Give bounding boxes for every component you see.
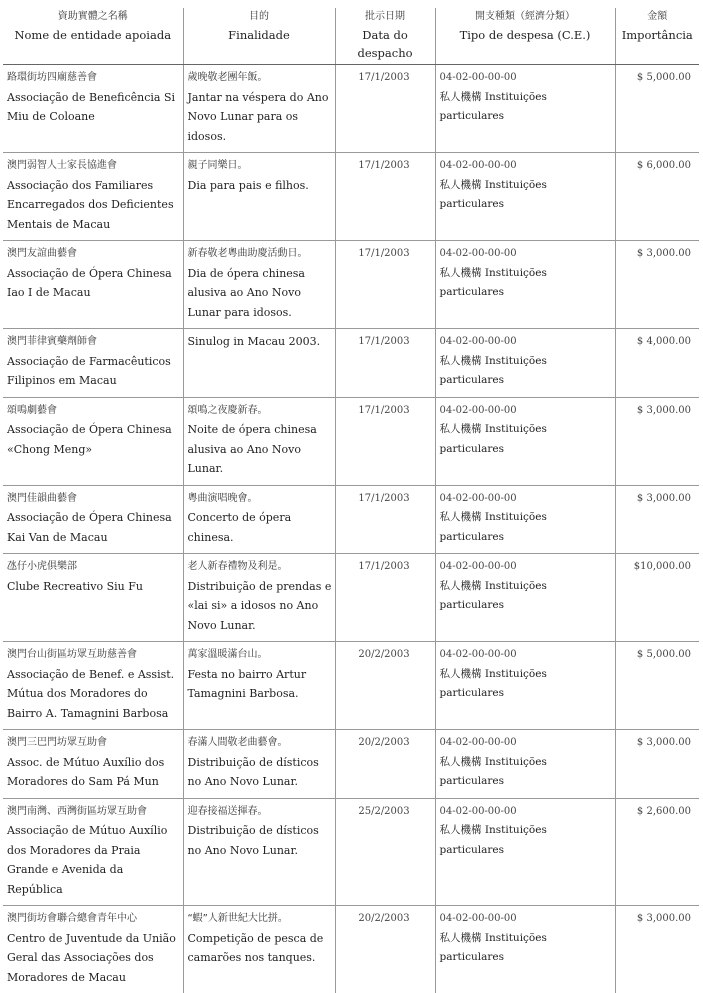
- purpose-cell: [183, 642, 335, 730]
- expense-category: 私人機構 Instituições particulares: [440, 577, 613, 616]
- entity-zh: 澳門菲律賓藥劑師會: [7, 332, 181, 352]
- expense-cell: [435, 153, 615, 241]
- purpose-cell: [183, 730, 335, 799]
- entity-pt: Assoc. de Mútuo Auxílio dos Moradores do Sam Pá Mun: [7, 753, 181, 792]
- header-purpose: [183, 8, 335, 65]
- purpose-pt: Dia de ópera chinesa alusiva ao Ano Novo Lunar para idosos.: [188, 264, 333, 323]
- header-amount-pt: Importância: [618, 26, 698, 44]
- entity-pt: Centro de Juventude da União Geral das Associações dos Moradores de Macau: [7, 929, 181, 988]
- table-row: [3, 65, 699, 153]
- purpose-pt: Sinulog in Macau 2003.: [188, 332, 333, 352]
- purpose-zh: 萬家溫暖滿台山。: [188, 645, 333, 665]
- purpose-cell: [183, 906, 335, 993]
- amount-cell: $ 4,000.00: [615, 329, 699, 398]
- purpose-zh: 春滿人間敬老曲藝會。: [188, 733, 333, 753]
- purpose-cell: [183, 153, 335, 241]
- purpose-pt: Dia para pais e filhos.: [188, 176, 333, 196]
- expense-code: 04-02-00-00-00: [440, 733, 613, 753]
- purpose-cell: [183, 241, 335, 329]
- expense-code: 04-02-00-00-00: [440, 909, 613, 929]
- entity-cell: [3, 241, 183, 329]
- purpose-pt: Noite de ópera chinesa alusiva ao Ano Novo Lunar.: [188, 420, 333, 479]
- expense-code: 04-02-00-00-00: [440, 244, 613, 264]
- purpose-zh: 歲晚敬老團年飯。: [188, 68, 333, 88]
- purpose-cell: [183, 329, 335, 398]
- header-date: [335, 8, 435, 65]
- header-entity-pt: Nome de entidade apoiada: [5, 26, 181, 44]
- entity-pt: Associação de Mútuo Auxílio dos Moradores da Praia Grande e Avenida da República: [7, 821, 181, 899]
- date-cell: 17/1/2003: [335, 153, 435, 241]
- expense-category: 私人機構 Instituições particulares: [440, 420, 613, 459]
- date-cell: 20/2/2003: [335, 642, 435, 730]
- date-cell: 17/1/2003: [335, 65, 435, 153]
- amount-cell: $ 2,600.00: [615, 798, 699, 906]
- entity-zh: 澳門三巴門坊眾互助會: [7, 733, 181, 753]
- date-cell: 17/1/2003: [335, 397, 435, 485]
- expense-category: 私人機構 Instituições particulares: [440, 929, 613, 968]
- header-expense-zh: 開支種類（經濟分類）: [438, 8, 613, 26]
- amount-cell: $ 3,000.00: [615, 730, 699, 799]
- purpose-zh: 老人新春禮物及利是。: [188, 557, 333, 577]
- expense-category: 私人機構 Instituições particulares: [440, 665, 613, 704]
- header-date-pt: Data do despacho: [338, 26, 433, 62]
- header-purpose-pt: Finalidade: [186, 26, 333, 44]
- entity-zh: 澳門街坊會聯合總會青年中心: [7, 909, 181, 929]
- header-amount: [615, 8, 699, 65]
- table-row: [3, 241, 699, 329]
- amount-cell: $ 5,000.00: [615, 642, 699, 730]
- table-row: [3, 730, 699, 799]
- table-row: [3, 329, 699, 398]
- table-row: [3, 642, 699, 730]
- purpose-cell: [183, 798, 335, 906]
- entity-zh: 路環街坊四廟慈善會: [7, 68, 181, 88]
- expense-category: 私人機構 Instituições particulares: [440, 88, 613, 127]
- entity-pt: Associação de Beneficência Si Miu de Coloane: [7, 88, 181, 127]
- purpose-cell: [183, 554, 335, 642]
- purpose-pt: Distribuição de prendas e «lai si» a idosos no Ano Novo Lunar.: [188, 577, 333, 636]
- date-cell: 20/2/2003: [335, 906, 435, 993]
- expense-cell: [435, 798, 615, 906]
- amount-cell: $ 5,000.00: [615, 65, 699, 153]
- entity-cell: [3, 329, 183, 398]
- entity-cell: [3, 554, 183, 642]
- expense-code: 04-02-00-00-00: [440, 156, 613, 176]
- header-expense-pt: Tipo de despesa (C.E.): [438, 26, 613, 44]
- purpose-cell: [183, 397, 335, 485]
- table-row: [3, 798, 699, 906]
- entity-cell: [3, 397, 183, 485]
- table-row: [3, 554, 699, 642]
- purpose-cell: [183, 65, 335, 153]
- purpose-zh: 粵曲演唱晚會。: [188, 489, 333, 509]
- expense-code: 04-02-00-00-00: [440, 645, 613, 665]
- date-cell: 17/1/2003: [335, 329, 435, 398]
- amount-cell: $ 3,000.00: [615, 906, 699, 993]
- entity-pt: Clube Recreativo Siu Fu: [7, 577, 181, 597]
- date-cell: 17/1/2003: [335, 554, 435, 642]
- table-row: [3, 397, 699, 485]
- amount-cell: $ 3,000.00: [615, 241, 699, 329]
- entity-cell: [3, 798, 183, 906]
- expense-category: 私人機構 Instituições particulares: [440, 352, 613, 391]
- entity-cell: [3, 642, 183, 730]
- purpose-pt: Competição de pesca de camarões nos tanques.: [188, 929, 333, 968]
- expense-category: 私人機構 Instituições particulares: [440, 176, 613, 215]
- date-cell: 25/2/2003: [335, 798, 435, 906]
- date-cell: 17/1/2003: [335, 241, 435, 329]
- entity-cell: [3, 730, 183, 799]
- purpose-zh: 迎春接福送揮春。: [188, 802, 333, 822]
- date-cell: 20/2/2003: [335, 730, 435, 799]
- purpose-zh: 親子同樂日。: [188, 156, 333, 176]
- entity-cell: [3, 153, 183, 241]
- header-entity: [3, 8, 183, 65]
- expense-cell: [435, 642, 615, 730]
- header-expense: [435, 8, 615, 65]
- purpose-zh: 新春敬老粵曲助慶活動日。: [188, 244, 333, 264]
- purpose-pt: Distribuição de dísticos no Ano Novo Lunar.: [188, 753, 333, 792]
- table-row: [3, 153, 699, 241]
- entity-cell: [3, 65, 183, 153]
- expense-cell: [435, 485, 615, 554]
- header-row: [3, 8, 699, 65]
- entity-pt: Associação dos Familiares Encarregados dos Deficientes Mentais de Macau: [7, 176, 181, 235]
- expense-category: 私人機構 Instituições particulares: [440, 821, 613, 860]
- expense-category: 私人機構 Instituições particulares: [440, 264, 613, 303]
- expense-category: 私人機構 Instituições particulares: [440, 753, 613, 792]
- purpose-pt: Concerto de ópera chinesa.: [188, 508, 333, 547]
- entity-zh: 頌鳴劇藝會: [7, 401, 181, 421]
- expense-code: 04-02-00-00-00: [440, 68, 613, 88]
- entity-pt: Associação de Ópera Chinesa Kai Van de Macau: [7, 508, 181, 547]
- purpose-zh: 頌鳴之夜慶新春。: [188, 401, 333, 421]
- purpose-pt: Distribuição de dísticos no Ano Novo Lunar.: [188, 821, 333, 860]
- purpose-zh: “蝦”人新世紀大比拼。: [188, 909, 333, 929]
- purpose-pt: Jantar na véspera do Ano Novo Lunar para os idosos.: [188, 88, 333, 147]
- amount-cell: $ 3,000.00: [615, 485, 699, 554]
- amount-cell: $ 6,000.00: [615, 153, 699, 241]
- table-row: [3, 906, 699, 993]
- entity-zh: 氹仔小虎俱樂部: [7, 557, 181, 577]
- amount-cell: $10,000.00: [615, 554, 699, 642]
- expense-code: 04-02-00-00-00: [440, 802, 613, 822]
- header-purpose-zh: 目的: [186, 8, 333, 26]
- entity-pt: Associação de Farmacêuticos Filipinos em Macau: [7, 352, 181, 391]
- expense-code: 04-02-00-00-00: [440, 557, 613, 577]
- entity-pt: Associação de Ópera Chinesa «Chong Meng»: [7, 420, 181, 459]
- expense-cell: [435, 554, 615, 642]
- expense-cell: [435, 241, 615, 329]
- entity-cell: [3, 906, 183, 993]
- purpose-cell: [183, 485, 335, 554]
- header-date-zh: 批示日期: [338, 8, 433, 26]
- date-cell: 17/1/2003: [335, 485, 435, 554]
- header-entity-zh: 資助實體之名稱: [5, 8, 181, 26]
- entity-pt: Associação de Ópera Chinesa Iao I de Macau: [7, 264, 181, 303]
- entity-zh: 澳門友誼曲藝會: [7, 244, 181, 264]
- expense-code: 04-02-00-00-00: [440, 489, 613, 509]
- grants-table: [3, 8, 699, 993]
- entity-zh: 澳門弱智人士家長協進會: [7, 156, 181, 176]
- expense-cell: [435, 730, 615, 799]
- amount-cell: $ 3,000.00: [615, 397, 699, 485]
- expense-cell: [435, 329, 615, 398]
- entity-zh: 澳門台山街區坊眾互助慈善會: [7, 645, 181, 665]
- expense-cell: [435, 397, 615, 485]
- expense-cell: [435, 906, 615, 993]
- expense-code: 04-02-00-00-00: [440, 401, 613, 421]
- entity-cell: [3, 485, 183, 554]
- entity-zh: 澳門佳韻曲藝會: [7, 489, 181, 509]
- header-amount-zh: 金額: [618, 8, 698, 26]
- purpose-pt: Festa no bairro Artur Tamagnini Barbosa.: [188, 665, 333, 704]
- expense-code: 04-02-00-00-00: [440, 332, 613, 352]
- expense-category: 私人機構 Instituições particulares: [440, 508, 613, 547]
- expense-cell: [435, 65, 615, 153]
- entity-pt: Associação de Benef. e Assist. Mútua dos Moradores do Bairro A. Tamagnini Barbosa: [7, 665, 181, 724]
- entity-zh: 澳門南灣、西灣街區坊眾互助會: [7, 802, 181, 822]
- table-row: [3, 485, 699, 554]
